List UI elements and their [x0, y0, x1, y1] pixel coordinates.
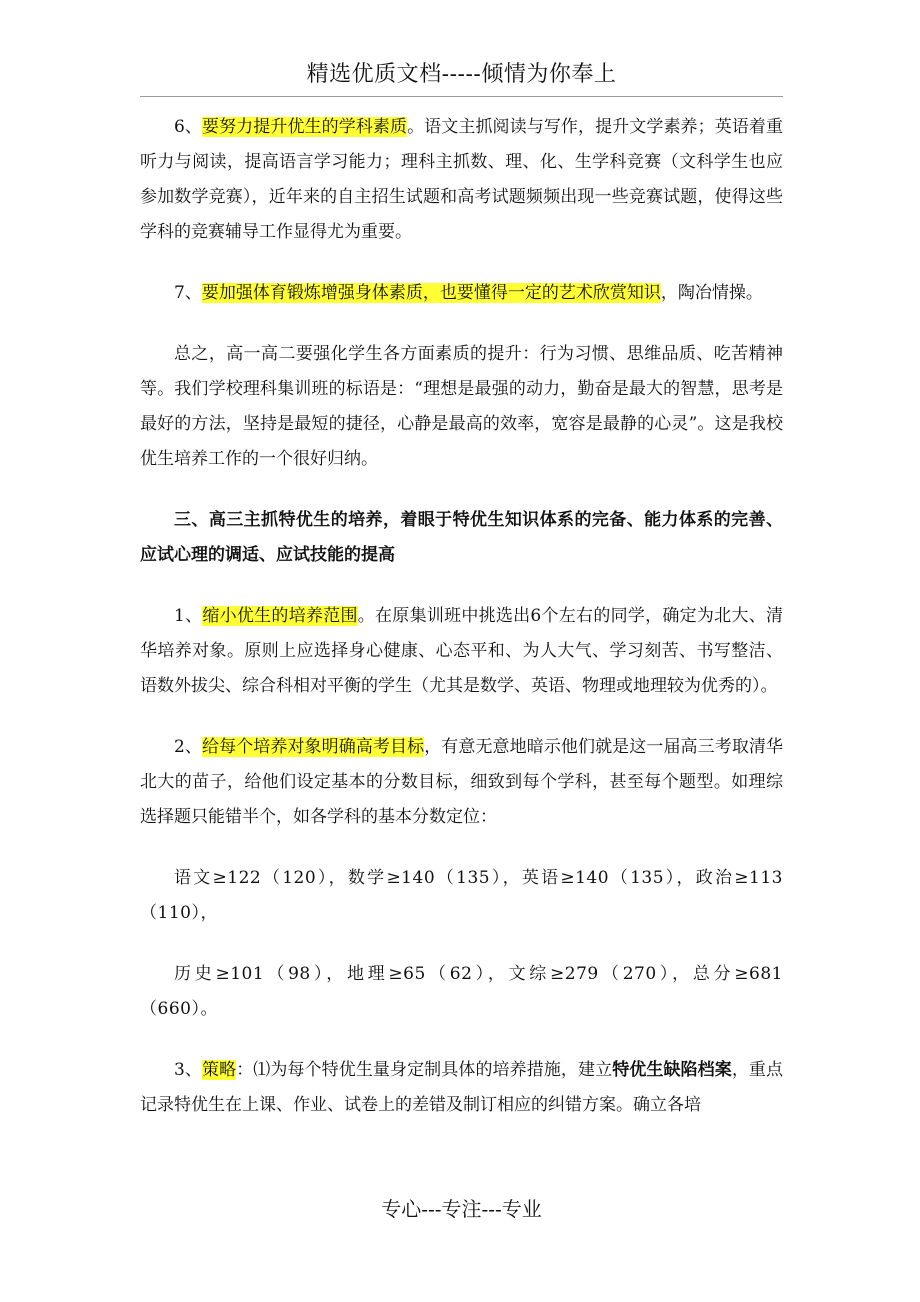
paragraph-text: 。在原集训班中挑选出6个左右的同学，确定为北大、清华培养对象。原则上应选择身心健康、心态平和、为人大气、学习刻苦、书写整洁、语数外拔尖、综合科相对平衡的学生（尤其是数学、英语、物理或地理较为优秀的）。	[140, 606, 783, 696]
highlighted-text: 给每个培养对象明确高考目标	[202, 737, 425, 757]
paragraph-text: 。语文主抓阅读与写作，提升文学素养；英语着重听力与阅读，提高语言学习能力；理科主抓数、理、化、生学科竞赛（文科学生也应参加数学竞赛），近年来的自主招生试题和高考试题频频出现一些竞赛试题，使得这些学科的竞赛辅导工作显得尤为重要。	[140, 117, 783, 242]
paragraph-text: ，陶冶情操。	[660, 283, 763, 303]
item-number: 3、	[174, 1060, 202, 1080]
bold-text: 特优生缺陷档案	[612, 1060, 732, 1080]
header-divider	[140, 96, 783, 97]
highlighted-text: 缩小优生的培养范围	[202, 606, 358, 626]
paragraph-text: ：⑴为每个特优生量身定制具体的培养措施，建立	[236, 1060, 613, 1080]
score-targets-line-1: 语文≥122（120），数学≥140（135），英语≥140（135），政治≥113（110），	[140, 868, 783, 923]
paragraph-s2	[140, 730, 783, 835]
highlighted-text: 也要懂得一定的艺术欣赏知识	[439, 283, 661, 303]
highlighted-text: 要加强体育锻炼增强身体素质	[201, 283, 423, 303]
item-number: 6、	[174, 117, 202, 137]
paragraph-text: ，重点记录特优生在上课、作业、试卷上的差错及制订相应的纠错方案。确立各培	[140, 1060, 784, 1115]
section-heading: 三、高三主抓特优生的培养，着眼于特优生知识体系的完备、能力体系的完善、应试心理的调适、应试技能的提高	[140, 510, 783, 565]
paragraph-6	[140, 110, 783, 250]
item-number: 7、	[174, 283, 202, 303]
paragraph-s1	[140, 599, 783, 704]
document-body	[140, 110, 783, 1149]
highlighted-text: 要努力提升优生的学科素质	[202, 117, 408, 137]
item-number: 1、	[174, 606, 203, 626]
paragraph-text: ，有意无意地暗示他们就是这一届高三考取清华北大的苗子，给他们设定基本的分数目标，细致到每个学科，甚至每个题型。如理综选择题只能错半个，如各学科的基本分数定位：	[140, 737, 783, 827]
paragraph-7	[140, 276, 783, 311]
highlighted-text: 策略	[202, 1060, 237, 1080]
page-footer: 专心---专注---专业	[381, 1197, 542, 1221]
summary-paragraph: 总之，高一高二要强化学生各方面素质的提升：行为习惯、思维品质、吃苦精神等。我们学校理科集训班的标语是：“理想是最强的动力，勤奋是最大的智慧，思考是最好的方法，坚持是最短的捷径，心静是最高的效率，宽容是最静的心灵”。这是我校优生培养工作的一个很好归纳。	[140, 344, 783, 469]
highlighted-comma: ，	[422, 283, 440, 303]
paragraph-s3	[140, 1053, 783, 1123]
item-number: 2、	[174, 737, 202, 757]
page-header: 精选优质文档-----倾情为你奉上	[306, 62, 617, 87]
score-targets-line-2: 历史≥101（98），地理≥65（62），文综≥279（270），总分≥681（660）。	[140, 964, 783, 1019]
